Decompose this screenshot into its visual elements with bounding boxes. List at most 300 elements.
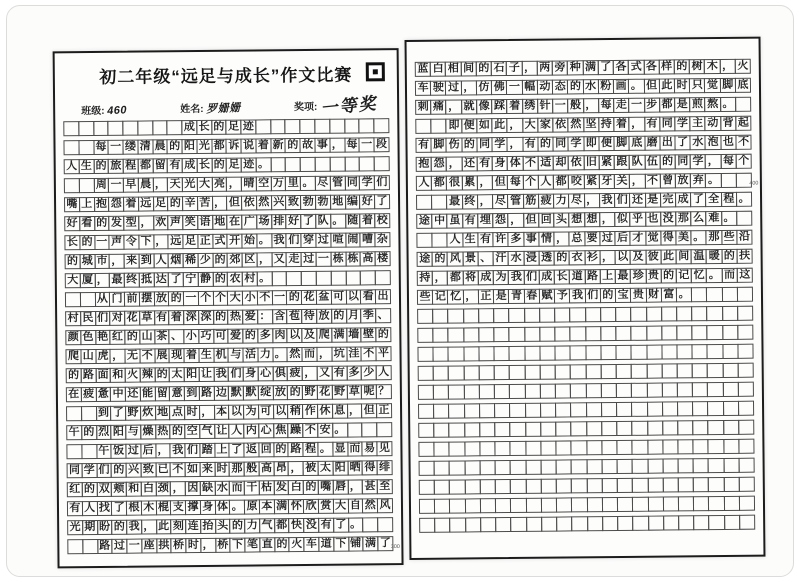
grid-cell: 水 [214, 481, 230, 496]
grid-cell: 就 [461, 99, 477, 114]
grid-cell [693, 458, 709, 473]
grid-cell: 咬 [568, 174, 584, 189]
grid-cell: 开 [227, 234, 243, 249]
grid-cell [344, 156, 360, 171]
grid-cell: 。 [348, 517, 364, 532]
grid-cell: 草 [139, 310, 155, 325]
grid-cell: 不 [644, 174, 660, 189]
grid-cell [569, 307, 585, 322]
grid-row [417, 306, 753, 324]
grid-cell: 两 [537, 61, 553, 76]
grid-cell: 仿 [476, 80, 492, 95]
grid-cell [419, 461, 435, 476]
grid-cell: 了 [374, 194, 390, 209]
grid-cell: 人 [82, 501, 98, 516]
grid-cell: 人 [447, 232, 463, 247]
grid-cell: ， [477, 194, 493, 209]
grid-cell [647, 459, 663, 474]
grid-cell [586, 478, 602, 493]
grid-cell: 座 [141, 538, 157, 553]
grid-cell [631, 345, 647, 360]
grid-cell: 的 [212, 253, 228, 268]
grid-cell [464, 422, 480, 437]
grid-cell [691, 325, 707, 340]
grid-cell: 生 [198, 348, 214, 363]
grid-cell: 多 [346, 365, 362, 380]
grid-cell: 每 [344, 137, 360, 152]
grid-cell: 区 [242, 252, 258, 267]
grid-cell: 又 [317, 366, 333, 381]
grid-cell: ， [212, 196, 228, 211]
grid-cell: 放 [316, 309, 332, 324]
grid-cell: 民 [80, 311, 96, 326]
grid-cell: ， [599, 212, 615, 227]
grid-cell [540, 460, 556, 475]
grid-cell [676, 306, 692, 321]
grid-cell [463, 346, 479, 361]
grid-cell: 足 [226, 158, 242, 173]
grid-cell: 石 [491, 61, 507, 76]
grid-cell: 午 [66, 425, 82, 440]
grid-cell: ， [256, 252, 272, 267]
grid-cell: 艳 [95, 330, 111, 345]
grid-row [66, 441, 392, 459]
grid-cell: 易 [362, 441, 378, 456]
grid-cell: 周 [93, 178, 109, 193]
grid-cell: 车 [304, 537, 320, 552]
grid-cell: 后 [140, 443, 156, 458]
grid-cell [541, 517, 557, 532]
grid-row [417, 344, 753, 362]
grid-cell: 风 [447, 251, 463, 266]
grid-cell: 依 [241, 195, 257, 210]
grid-cell: 疲 [538, 194, 554, 209]
grid-cell: 的 [213, 310, 229, 325]
competition-title: 初二年级“远足与成长”作文比赛 [99, 65, 353, 87]
grid-cell: 后 [614, 231, 630, 246]
grid-cell: 在 [227, 215, 243, 230]
grid-cell: 声 [168, 215, 184, 230]
grid-cell: 中 [431, 214, 447, 229]
grid-cell: 迹 [241, 157, 257, 172]
grid-cell: 虽 [447, 213, 463, 228]
grid-cell: 木 [141, 500, 157, 515]
grid-cell [691, 306, 707, 321]
grid-cell [554, 307, 570, 322]
grid-cell: 持 [598, 117, 614, 132]
grid-cell: 炊 [140, 405, 156, 420]
grid-cell [586, 421, 602, 436]
grid-cell [300, 119, 316, 134]
grid-cell: 的 [537, 137, 553, 152]
grid-cell: 惫 [95, 387, 111, 402]
grid-cell [693, 477, 709, 492]
grid-cell: 辛 [182, 196, 198, 211]
grid-cell: ， [94, 273, 110, 288]
grid-cell: 显 [332, 442, 348, 457]
grid-cell [738, 439, 754, 454]
grid-cell: 动 [705, 116, 721, 131]
grid-cell: 一 [108, 178, 124, 193]
grid-cell: 像 [476, 99, 492, 114]
grid-cell [708, 420, 724, 435]
grid-cell: 怨 [492, 213, 508, 228]
grid-cell: 的 [303, 480, 319, 495]
grid-cell: ， [584, 193, 600, 208]
grid-cell: 成 [539, 270, 555, 285]
grid-cell [524, 346, 540, 361]
grid-cell: 温 [691, 249, 707, 264]
grid-cell [464, 441, 480, 456]
grid-cell [630, 307, 646, 322]
grid-cell: 地 [212, 215, 228, 230]
grid-row [419, 477, 755, 495]
grid-cell: 深 [183, 310, 199, 325]
grid-row [66, 422, 392, 440]
grid-cell: 了 [229, 443, 245, 458]
grid-cell [663, 496, 679, 511]
grid-cell: 爱 [242, 309, 258, 324]
grid-cell: 作 [302, 404, 318, 419]
grid-cell [737, 287, 753, 302]
grid-cell: 山 [139, 329, 155, 344]
grid-cell [632, 497, 648, 512]
grid-cell: 脚 [431, 138, 447, 153]
grid-cell: 路 [199, 386, 215, 401]
grid-cell: 尽 [492, 194, 508, 209]
grid-cell [646, 345, 662, 360]
grid-cell [329, 157, 345, 172]
grid-cell: 途 [416, 214, 432, 229]
grid-cell [586, 402, 602, 417]
grid-cell [723, 420, 739, 435]
grid-cell: 牙 [599, 174, 615, 189]
grid-cell: 累 [462, 175, 478, 190]
grid-cell [692, 420, 708, 435]
grid-cell: 本 [214, 405, 230, 420]
grid-cell: 态 [552, 79, 568, 94]
grid-cell: 了 [598, 60, 614, 75]
grid-cell [739, 496, 755, 511]
grid-cell: 事 [314, 138, 330, 153]
grid-cell: 过 [315, 233, 331, 248]
grid-cell [495, 441, 511, 456]
grid-cell [571, 421, 587, 436]
grid-cell: 是 [674, 97, 690, 112]
grid-cell: 前 [124, 292, 140, 307]
grid-cell [722, 382, 738, 397]
grid-cell [511, 517, 527, 532]
grid-cell: 得 [660, 230, 676, 245]
grid-cell [571, 478, 587, 493]
grid-cell [419, 518, 435, 533]
grid-cell: 野 [125, 406, 141, 421]
grid-cell: 个 [198, 291, 214, 306]
grid-cell: 我 [213, 367, 229, 382]
grid-cell [434, 480, 450, 495]
grid-cell: 。 [256, 157, 272, 172]
registration-mark-icon [366, 62, 385, 81]
grid-cell: 有 [644, 117, 660, 132]
grid-cell [587, 516, 603, 531]
grid-cell [663, 515, 679, 530]
grid-cell: 最 [446, 194, 462, 209]
grid-cell: 大 [65, 273, 81, 288]
grid-cell [418, 366, 434, 381]
grid-cell: 太 [169, 367, 185, 382]
grid-cell: 安 [317, 423, 333, 438]
grid-cell: 缺 [200, 481, 216, 496]
grid-row [419, 496, 755, 514]
grid-cell [647, 402, 663, 417]
grid-cell: 身 [200, 500, 216, 515]
grid-cell: 人 [376, 365, 392, 380]
grid-cell [570, 345, 586, 360]
grid-cell: 原 [244, 499, 260, 514]
grid-cell [707, 325, 723, 340]
grid-cell: 佛 [491, 80, 507, 95]
grid-cell [677, 382, 693, 397]
grid-cell [600, 307, 616, 322]
grid-cell [448, 308, 464, 323]
grid-cell: 各 [643, 60, 659, 75]
grid-cell: 内 [243, 423, 259, 438]
grid-row [417, 287, 753, 305]
grid-row [66, 384, 392, 402]
grid-cell: 勃 [300, 195, 316, 210]
grid-cell: 了 [333, 518, 349, 533]
grid-cell: ， [521, 61, 537, 76]
grid-cell [285, 119, 301, 134]
grid-cell: 心 [258, 423, 274, 438]
grid-row [65, 270, 391, 288]
grid-cell [556, 497, 572, 512]
grid-cell: 画 [613, 79, 629, 94]
grid-cell: 、 [477, 251, 493, 266]
grid-cell: 远 [138, 196, 154, 211]
grid-cell: 富 [661, 287, 677, 302]
grid-cell: 含 [272, 309, 288, 324]
grid-cell: 以 [345, 289, 361, 304]
grid-cell: 热 [155, 424, 171, 439]
grid-cell: 段 [374, 137, 390, 152]
grid-cell: 子 [506, 61, 522, 76]
grid-cell: 不 [139, 348, 155, 363]
grid-cell: 躁 [288, 423, 304, 438]
grid-cell: ， [583, 98, 599, 113]
grid-cell [661, 344, 677, 359]
grid-cell [708, 458, 724, 473]
grid-cell [78, 140, 94, 155]
grid-cell [82, 539, 98, 554]
composition-grid-right [415, 59, 759, 533]
grid-cell [738, 363, 754, 378]
grid-cell: 和 [110, 368, 126, 383]
grid-cell: 满 [274, 499, 290, 514]
grid-cell: 力 [244, 518, 260, 533]
grid-cell [693, 515, 709, 530]
grid-cell: 头 [553, 212, 569, 227]
grid-cell [464, 403, 480, 418]
grid-cell [738, 458, 754, 473]
grid-cell [540, 422, 556, 437]
grid-cell: 阳 [332, 461, 348, 476]
grid-cell: 气 [199, 424, 215, 439]
grid-cell: 满 [331, 328, 347, 343]
grid-cell: 全 [705, 192, 721, 207]
grid-cell [415, 119, 431, 134]
grid-cell: 扶 [736, 249, 752, 264]
grid-cell: 默 [243, 385, 259, 400]
essay-page-right [405, 37, 766, 560]
grid-cell [375, 270, 391, 285]
grid-cell: 最 [109, 273, 125, 288]
grid-cell: 出 [659, 135, 675, 150]
grid-cell: 晨 [138, 177, 154, 192]
grid-cell [662, 420, 678, 435]
grid-cell: 达 [153, 272, 169, 287]
grid-cell: 有 [318, 518, 334, 533]
grid-cell: 如 [185, 462, 201, 477]
grid-cell: 的 [167, 139, 183, 154]
grid-cell [450, 517, 466, 532]
grid-cell [524, 384, 540, 399]
grid-cell: 杂 [374, 232, 390, 247]
grid-cell: 爬 [316, 328, 332, 343]
grid-cell: 队 [629, 155, 645, 170]
grid-cell [377, 517, 393, 532]
grid-cell: 木 [704, 59, 720, 74]
grid-cell: 一 [108, 140, 124, 155]
grid-cell [63, 121, 79, 136]
grid-cell: 到 [96, 406, 112, 421]
grid-cell [524, 308, 540, 323]
grid-cell: 缕 [123, 140, 139, 155]
grid-cell [707, 306, 723, 321]
grid-cell: 地 [330, 195, 346, 210]
grid-row [66, 365, 392, 383]
grid-cell [678, 458, 694, 473]
grid-cell: 。 [736, 192, 752, 207]
grid-cell: 的 [273, 442, 289, 457]
grid-cell [647, 421, 663, 436]
grid-cell: 一 [628, 98, 644, 113]
grid-cell: 。 [300, 176, 316, 191]
grid-cell: 型 [123, 216, 139, 231]
grid-cell [662, 458, 678, 473]
grid-cell [724, 515, 740, 530]
grid-cell: 高 [360, 251, 376, 266]
grid-cell: 得 [362, 460, 378, 475]
grid-cell: 门 [109, 292, 125, 307]
grid-cell [661, 363, 677, 378]
grid-cell [601, 383, 617, 398]
grid-cell: 致 [285, 195, 301, 210]
grid-cell: 的 [154, 367, 170, 382]
grid-cell: 在 [66, 387, 82, 402]
grid-cell [600, 345, 616, 360]
grid-cell: 情 [538, 232, 554, 247]
grid-cell [540, 441, 556, 456]
grid-cell [632, 440, 648, 455]
grid-cell [555, 440, 571, 455]
grid-cell [417, 347, 433, 362]
grid-cell [555, 364, 571, 379]
grid-cell [722, 287, 738, 302]
grid-cell [693, 439, 709, 454]
grid-cell: 衫 [584, 250, 600, 265]
grid-cell: ， [153, 234, 169, 249]
grid-cell: 绣 [522, 99, 538, 114]
grid-cell [508, 308, 524, 323]
grid-cell: 过 [445, 80, 461, 95]
grid-cell [361, 422, 377, 437]
grid-cell: 我 [599, 193, 615, 208]
grid-cell: ， [629, 174, 645, 189]
grid-cell: 的 [66, 368, 82, 383]
grid-cell: 旁 [552, 60, 568, 75]
grid-cell: 上 [79, 197, 95, 212]
class-value: 460 [107, 104, 128, 118]
grid-cell: 。 [720, 97, 736, 112]
grid-cell: 的 [230, 519, 246, 534]
grid-cell: 记 [676, 268, 692, 283]
grid-cell: 同 [659, 116, 675, 131]
grid-cell: 也 [645, 212, 661, 227]
grid-cell [648, 516, 664, 531]
grid-cell [418, 385, 434, 400]
grid-cell: 栋 [345, 251, 361, 266]
grid-cell: 楼 [375, 251, 391, 266]
grid-cell [555, 402, 571, 417]
grid-cell: 气 [259, 518, 275, 533]
grid-cell: 可 [258, 404, 274, 419]
grid-cell [433, 423, 449, 438]
grid-cell: 大 [227, 291, 243, 306]
grid-cell [433, 328, 449, 343]
grid-cell: 学 [568, 136, 584, 151]
grid-cell: 而 [721, 268, 737, 283]
grid-cell: 间 [676, 249, 692, 264]
grid-cell [631, 326, 647, 341]
grid-cell [359, 156, 375, 171]
grid-cell [616, 383, 632, 398]
grid-cell: 光 [182, 177, 198, 192]
grid-cell [494, 403, 510, 418]
grid-cell [662, 401, 678, 416]
grid-cell: 。 [705, 173, 721, 188]
grid-cell [720, 173, 736, 188]
grid-cell [678, 477, 694, 492]
grid-cell [739, 515, 755, 530]
grid-cell: ， [553, 231, 569, 246]
grid-cell: 都 [659, 97, 675, 112]
grid-cell: 一 [272, 290, 288, 305]
grid-cell: 水 [690, 135, 706, 150]
grid-cell [632, 478, 648, 493]
grid-cell: 底 [735, 78, 751, 93]
grid-cell: 我 [170, 443, 186, 458]
grid-cell: 都 [274, 518, 290, 533]
grid-cell: 热 [228, 310, 244, 325]
grid-cell: 随 [345, 213, 361, 228]
grid-cell: 是 [645, 193, 661, 208]
grid-cell [525, 422, 541, 437]
grid-cell: 光 [67, 520, 83, 535]
grid-cell: 天 [167, 177, 183, 192]
grid-cell: 根 [126, 501, 142, 516]
two-page-spread [46, 31, 767, 568]
